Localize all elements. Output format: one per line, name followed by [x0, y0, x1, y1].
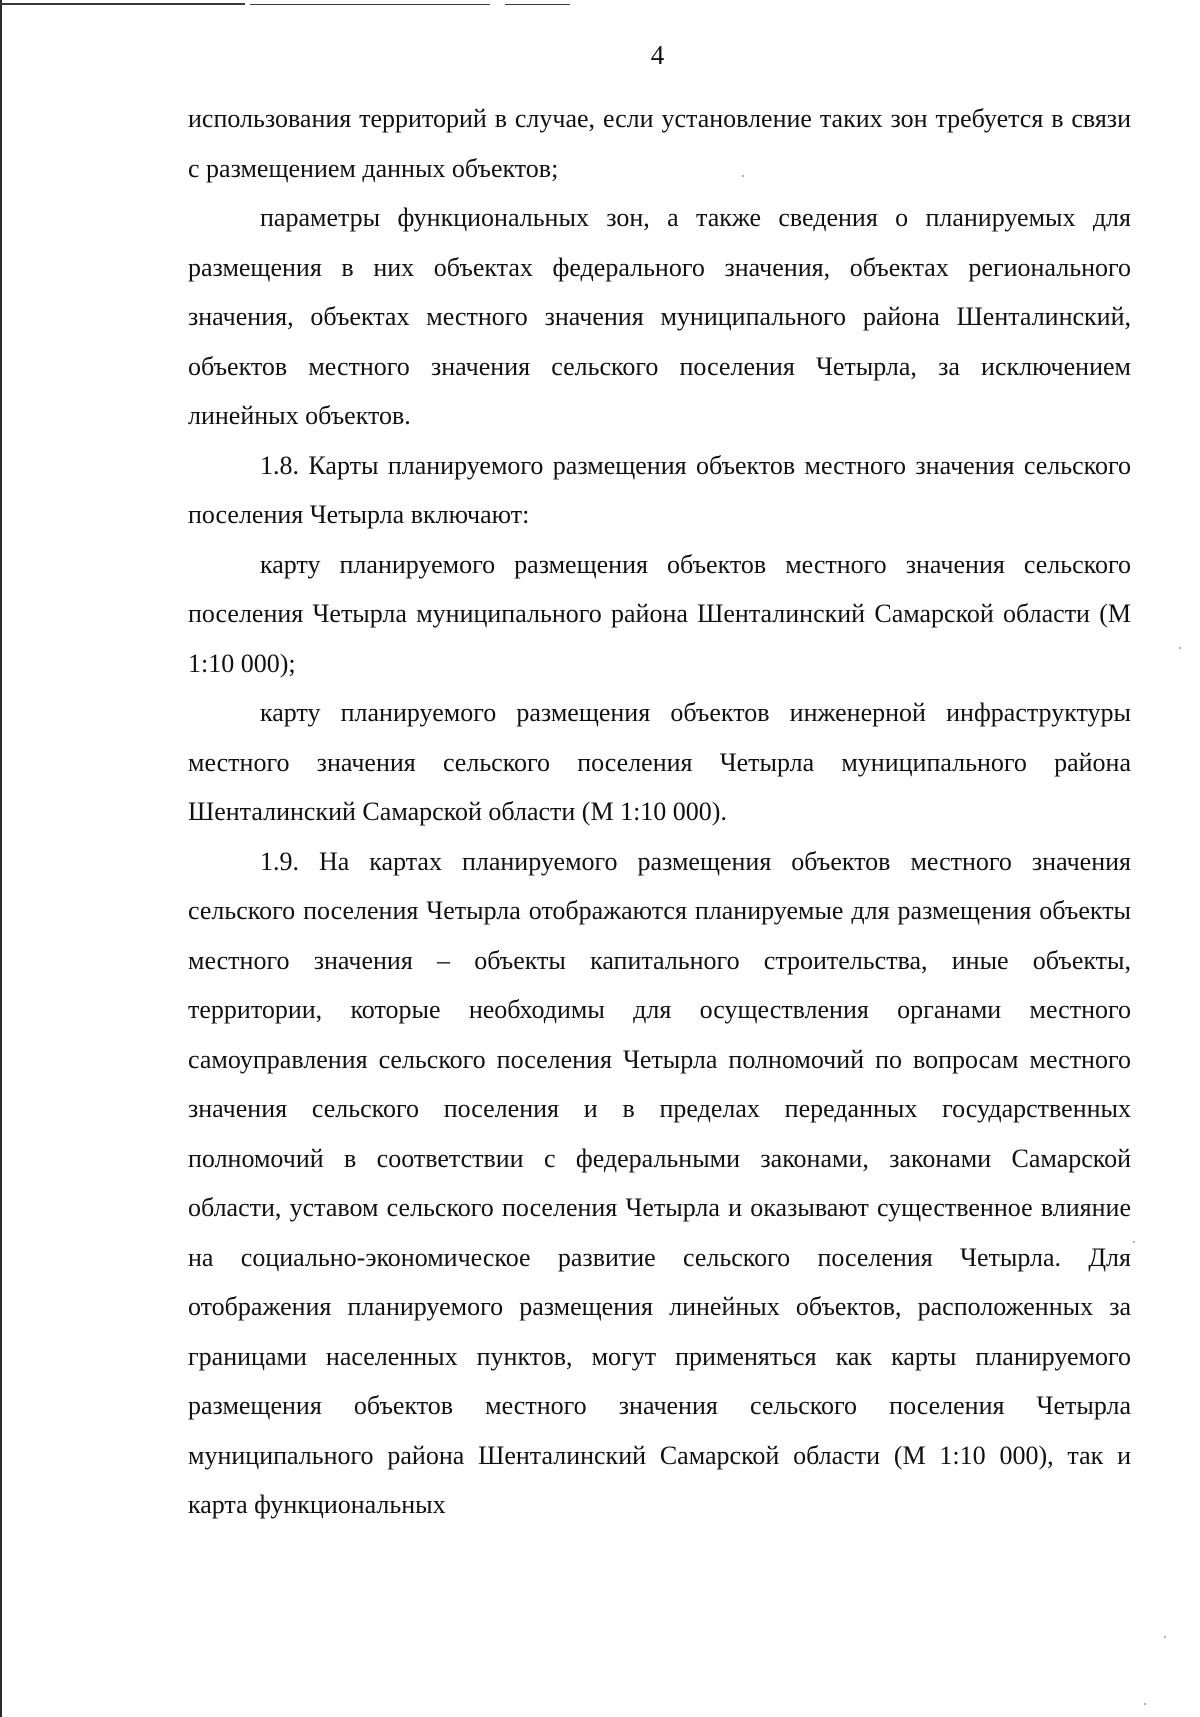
scan-speck: [1164, 1636, 1166, 1638]
paragraph: использования территорий в случае, если установление таких зон требуется в связи с размещением данных объектов;: [188, 104, 1131, 183]
scan-artifact-line: [505, 4, 570, 5]
paragraph: 1.8. Карты планируемого размещения объектов местного значения сельского поселения Четырла включают:: [188, 450, 1131, 529]
body-text: [188, 94, 1131, 1530]
page-number: 4: [650, 40, 665, 70]
paragraph: 1.9. На картах планируемого размещения объектов местного значения сельского поселения Четырла отображаются планируемые для размещения объекты местного значения – объекты капитального строительства, иные объекты, территории, которые необходимы для осуществления органами местного самоуправления сельского поселения Четырла полномочий по вопросам местного значения сельского поселения и в пределах переданных государственных полномочий в соответствии с федеральными законами, законами Самарской области, уставом сельского поселения Четырла и оказывают существенное влияние на социально-экономическое развитие сельского поселения Четырла. Для отображения планируемого размещения линейных объектов, расположенных за границами населенных пунктов, могут применяться как карты планируемого размещения объектов местного значения сельского поселения Четырла муниципального района Шенталинский Самарской области (М 1:10 000), так и карта функциональных: [188, 846, 1131, 1519]
scan-edge: [0, 0, 2, 1717]
scan-speck: [1179, 647, 1181, 649]
paragraph: карту планируемого размещения объектов местного значения сельского поселения Четырла муниципального района Шенталинский Самарской области (М 1:10 000);: [188, 549, 1131, 678]
scan-speck: [1133, 1241, 1135, 1243]
scan-artifact-line: [0, 3, 245, 5]
scan-speck: [1144, 1703, 1146, 1705]
scan-artifact-line: [250, 4, 490, 5]
paragraph: карту планируемого размещения объектов инженерной инфраструктуры местного значения сельского поселения Четырла муниципального района Шенталинский Самарской области (М 1:10 000).: [188, 698, 1131, 826]
paragraph: параметры функциональных зон, а также сведения о планируемых для размещения в них объектах федерального значения, объектах регионального значения, объектах местного значения муниципального района Шенталинский, объектов местного значения сельского поселения Четырла, за исключением линейных объектов.: [188, 203, 1131, 430]
